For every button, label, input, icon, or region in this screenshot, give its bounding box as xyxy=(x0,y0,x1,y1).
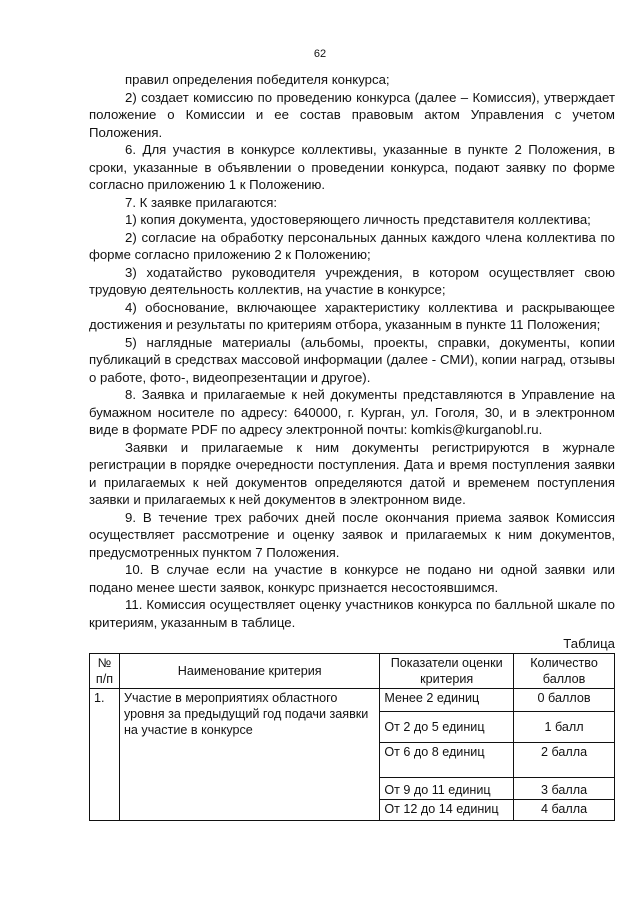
paragraph: 4) обоснование, включающее характеристику коллектива и раскрывающее достижения и результаты по критериям отбора, указанным в пункте 11 Положения; xyxy=(89,299,615,332)
points-cell: 3 балла xyxy=(514,778,615,800)
header-criterion: Наименование критерия xyxy=(119,654,379,689)
table-row xyxy=(90,689,615,712)
paragraph: 2) создает комиссию по проведению конкурса (далее – Комиссия), утверждает положение о Комиссии и ее состав правовым актом Управления с учетом Положения. xyxy=(89,89,615,140)
paragraph: 5) наглядные материалы (альбомы, проекты, справки, документы, копии публикаций в средствах массовой информации (далее - СМИ), копии наград, отзывы о работе, фото-, видеопрезентации и другое). xyxy=(89,334,615,385)
paragraph: 11. Комиссия осуществляет оценку участников конкурса по балльной шкале по критериям, указанным в таблице. xyxy=(89,597,615,630)
paragraph: правил определения победителя конкурса; xyxy=(125,72,390,87)
paragraph: 1) копия документа, удостоверяющего личность представителя коллектива; xyxy=(125,212,591,227)
header-points: Количество баллов xyxy=(514,654,615,689)
points-cell: 0 баллов xyxy=(514,689,615,712)
indicator-cell: От 9 до 11 единиц xyxy=(380,778,514,800)
page-number: 62 xyxy=(313,48,327,60)
paragraph: 3) ходатайство руководителя учреждения, в котором осуществляет свою трудовую деятельность коллектив, на участие в конкурсе; xyxy=(89,264,615,297)
table-caption: Таблица xyxy=(563,636,615,651)
points-cell: 1 балл xyxy=(514,712,615,743)
table-header-row xyxy=(90,654,615,689)
points-cell: 2 балла xyxy=(514,743,615,778)
indicator-cell: От 6 до 8 единиц xyxy=(380,743,514,778)
indicator-cell: От 2 до 5 единиц xyxy=(380,712,514,743)
points-cell: 4 балла xyxy=(514,800,615,821)
indicator-cell: От 12 до 14 единиц xyxy=(380,800,514,821)
paragraph: 10. В случае если на участие в конкурсе не подано ни одной заявки или подано менее шести заявок, конкурс признается несостоявшимся. xyxy=(89,562,615,595)
row-number: 1. xyxy=(90,689,120,821)
paragraph: 7. К заявке прилагаются: xyxy=(125,194,278,210)
criterion-name: Участие в мероприятиях областного уровня за предыдущий год подачи заявки на участие в конкурсе xyxy=(119,689,379,821)
header-indicator: Показатели оценки критерия xyxy=(380,654,514,689)
paragraph: 2) согласие на обработку персональных данных каждого члена коллектива по форме согласно приложению 2 к Положению; xyxy=(89,229,615,262)
criteria-table xyxy=(89,653,615,821)
indicator-cell: Менее 2 единиц xyxy=(380,689,514,712)
paragraph: 9. В течение трех рабочих дней после окончания приема заявок Комиссия осуществляет рассмотрение и оценку заявок и прилагаемых к ним документов, предусмотренных пунктом 7 Положения. xyxy=(89,509,615,560)
document-body xyxy=(89,71,615,631)
paragraph: 6. Для участия в конкурсе коллективы, указанные в пункте 2 Положения, в сроки, указанные в объявлении о проведении конкурса, подают заявку по форме согласно приложению 1 к Положению. xyxy=(89,142,615,192)
header-number: № п/п xyxy=(90,654,120,689)
paragraph: Заявки и прилагаемые к ним документы регистрируются в журнале регистрации в порядке очередности поступления. Дата и время поступления заявки и прилагаемых к ней документов определяются датой и временем поступления заявки и прилагаемых к ней документов в электронном виде. xyxy=(89,439,615,507)
paragraph: 8. Заявка и прилагаемые к ней документы представляются в Управление на бумажном носителе по адресу: 640000, г. Курган, ул. Гоголя, 30, и в электронном виде в формате PDF по адресу электронной почты: komkis@kurganobl.ru. xyxy=(89,387,615,437)
